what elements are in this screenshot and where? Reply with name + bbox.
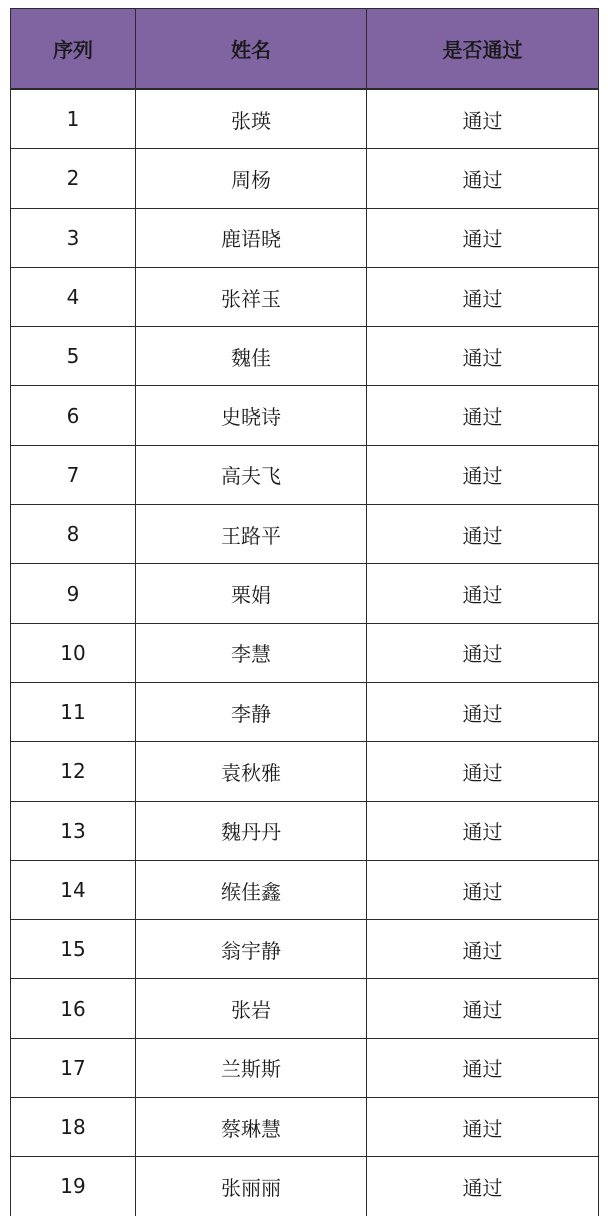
- cell-index: 8: [11, 505, 136, 564]
- cell-name: 张瑛: [136, 89, 367, 149]
- cell-name: 魏佳: [136, 327, 367, 386]
- table-row: [11, 149, 599, 208]
- cell-passed: 通过: [367, 445, 599, 504]
- table-row: [11, 445, 599, 504]
- header-row: [11, 9, 599, 90]
- table-row: [11, 1098, 599, 1157]
- cell-passed: 通过: [367, 920, 599, 979]
- cell-passed: 通过: [367, 149, 599, 208]
- cell-name: 王路平: [136, 505, 367, 564]
- cell-name: 栗娟: [136, 564, 367, 623]
- cell-name: 翁宇静: [136, 920, 367, 979]
- cell-index: 18: [11, 1098, 136, 1157]
- cell-passed: 通过: [367, 386, 599, 445]
- cell-passed: 通过: [367, 89, 599, 149]
- cell-name: 魏丹丹: [136, 801, 367, 860]
- cell-index: 4: [11, 267, 136, 326]
- table-row: [11, 920, 599, 979]
- table-row: [11, 1157, 599, 1216]
- cell-index: 3: [11, 208, 136, 267]
- cell-name: 张丽丽: [136, 1157, 367, 1216]
- table-row: [11, 1038, 599, 1097]
- cell-passed: 通过: [367, 208, 599, 267]
- table-row: [11, 623, 599, 682]
- table-row: [11, 89, 599, 149]
- header-passed: 是否通过: [367, 9, 599, 90]
- cell-name: 兰斯斯: [136, 1038, 367, 1097]
- table-row: [11, 979, 599, 1038]
- cell-passed: 通过: [367, 860, 599, 919]
- cell-index: 17: [11, 1038, 136, 1097]
- table-row: [11, 564, 599, 623]
- cell-index: 16: [11, 979, 136, 1038]
- cell-name: 史晓诗: [136, 386, 367, 445]
- cell-passed: 通过: [367, 979, 599, 1038]
- cell-name: 张岩: [136, 979, 367, 1038]
- results-table: [10, 8, 599, 1216]
- cell-index: 13: [11, 801, 136, 860]
- table-row: [11, 860, 599, 919]
- cell-passed: 通过: [367, 801, 599, 860]
- cell-name: 张祥玉: [136, 267, 367, 326]
- table-row: [11, 386, 599, 445]
- cell-index: 5: [11, 327, 136, 386]
- cell-passed: 通过: [367, 564, 599, 623]
- cell-passed: 通过: [367, 327, 599, 386]
- table-row: [11, 327, 599, 386]
- cell-passed: 通过: [367, 505, 599, 564]
- table-row: [11, 208, 599, 267]
- cell-name: 李静: [136, 682, 367, 741]
- cell-index: 9: [11, 564, 136, 623]
- cell-name: 周杨: [136, 149, 367, 208]
- cell-index: 10: [11, 623, 136, 682]
- cell-index: 2: [11, 149, 136, 208]
- cell-index: 14: [11, 860, 136, 919]
- cell-name: 鹿语晓: [136, 208, 367, 267]
- cell-index: 6: [11, 386, 136, 445]
- cell-index: 15: [11, 920, 136, 979]
- table-row: [11, 682, 599, 741]
- cell-name: 李慧: [136, 623, 367, 682]
- cell-name: 高夫飞: [136, 445, 367, 504]
- cell-passed: 通过: [367, 682, 599, 741]
- table-body: [11, 89, 599, 1216]
- cell-passed: 通过: [367, 623, 599, 682]
- header-index: 序列: [11, 9, 136, 90]
- cell-name: 缑佳鑫: [136, 860, 367, 919]
- table-row: [11, 742, 599, 801]
- cell-index: 19: [11, 1157, 136, 1216]
- header-name: 姓名: [136, 9, 367, 90]
- cell-index: 11: [11, 682, 136, 741]
- cell-passed: 通过: [367, 1098, 599, 1157]
- cell-index: 7: [11, 445, 136, 504]
- table-row: [11, 267, 599, 326]
- cell-index: 1: [11, 89, 136, 149]
- cell-passed: 通过: [367, 1157, 599, 1216]
- table-row: [11, 801, 599, 860]
- cell-index: 12: [11, 742, 136, 801]
- table-header: [11, 9, 599, 90]
- cell-passed: 通过: [367, 1038, 599, 1097]
- cell-passed: 通过: [367, 267, 599, 326]
- table-row: [11, 505, 599, 564]
- cell-name: 袁秋雅: [136, 742, 367, 801]
- cell-name: 蔡琳慧: [136, 1098, 367, 1157]
- cell-passed: 通过: [367, 742, 599, 801]
